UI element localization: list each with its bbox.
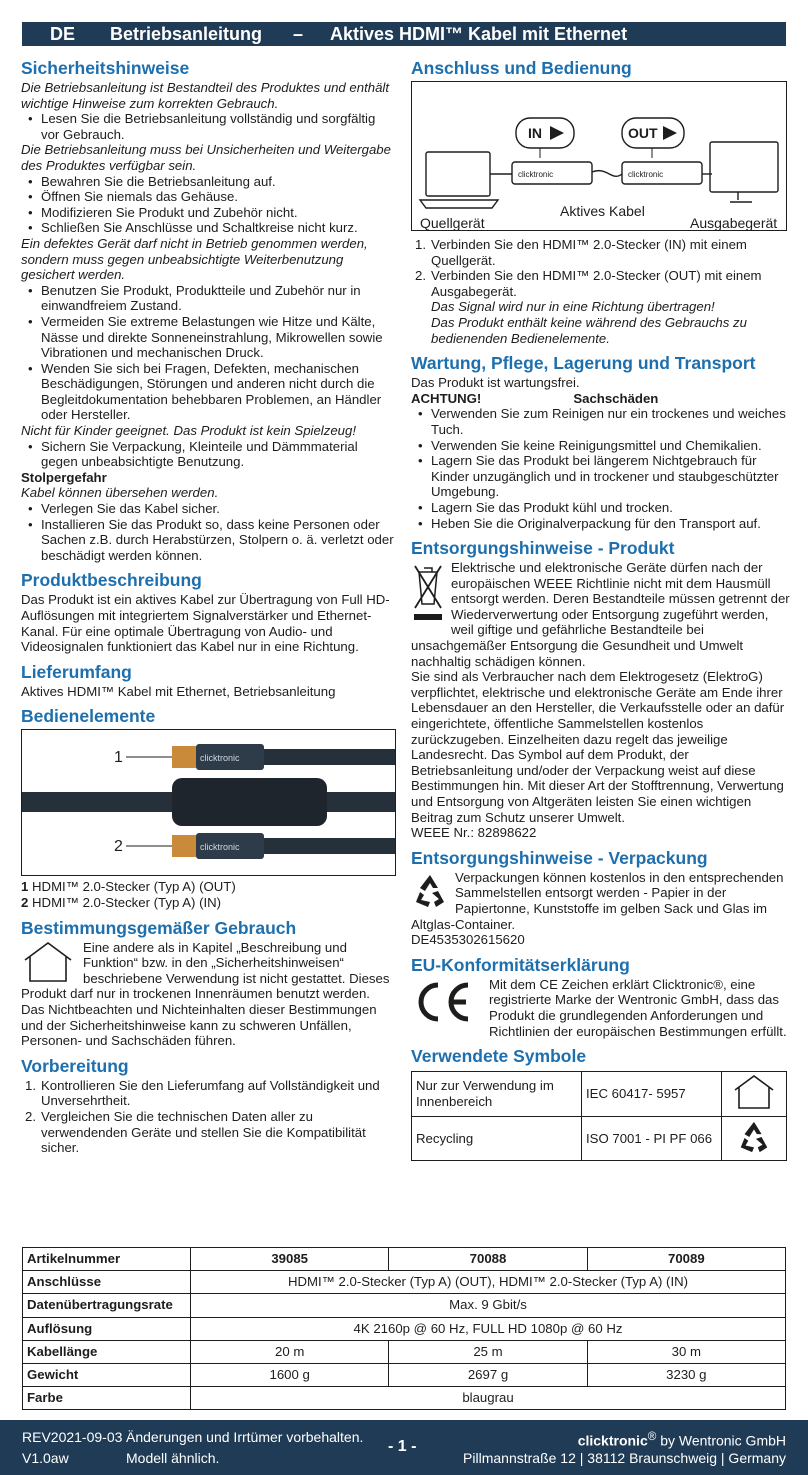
table-cell: ISO 7001 - PI PF 066: [582, 1116, 722, 1161]
prep-list: [21, 1078, 395, 1156]
left-column: [21, 58, 395, 1156]
list-item: • Verwenden Sie zum Reinigen nur ein trockenes und weiches Tuch.: [411, 406, 791, 437]
connect-heading: Anschluss und Bedienung: [411, 58, 632, 78]
safety-note-3: Ein defektes Gerät darf nicht in Betrieb genommen werden, sondern muss gegen unbeabsichtigte Weiterbenutzung gesichert werden.: [21, 235, 368, 283]
safety-list-2: [21, 174, 395, 236]
list-item: • Lagern Sie das Produkt kühl und trocken.: [411, 500, 791, 516]
right-column: [411, 58, 791, 1161]
table-cell: 30 m: [587, 1340, 785, 1363]
cable-connectors-image: [22, 730, 395, 875]
controls-item-1: 1 HDMI™ 2.0-Stecker (Typ A) (OUT): [21, 879, 236, 895]
table-row: [23, 1363, 786, 1386]
header-dash: –: [293, 24, 304, 44]
table-cell: 70088: [389, 1248, 587, 1271]
list-item: • Verwenden Sie keine Reinigungsmittel und Chemikalien.: [411, 438, 791, 454]
footer-note-1: Änderungen und Irrtümer vorbehalten.: [126, 1429, 364, 1445]
out-label: OUT: [628, 125, 658, 141]
trip-heading: Stolpergefahr: [21, 469, 107, 485]
weee-number: WEEE Nr.: 82898622: [411, 825, 537, 841]
safety-heading: Sicherheitshinweise: [21, 58, 190, 78]
table-cell: Nur zur Verwendung im Innenbereich: [412, 1072, 582, 1117]
diagram-brand-2: clicktronic: [628, 170, 664, 179]
packaging-text: Verpackungen können kostenlos in den entsprechenden Sammelstellen entsorgt werden - Papier in der Papiertonne, Kunststoffe im gelben Sack und Glas im Altglas-Container.: [411, 869, 784, 932]
page-number: - 1 -: [388, 1438, 417, 1455]
table-cell: [722, 1116, 787, 1161]
table-row: [23, 1248, 786, 1271]
disposal-heading: Entsorgungshinweise - Produkt: [411, 538, 675, 559]
header-lang: DE: [50, 24, 76, 44]
scope-text: Aktives HDMI™ Kabel mit Ethernet, Betriebsanleitung: [21, 683, 336, 699]
symbols-table: [411, 1071, 787, 1161]
table-cell: 70089: [587, 1248, 785, 1271]
table-row: [23, 1317, 786, 1340]
scope-heading: Lieferumfang: [21, 661, 132, 682]
list-item: • Verlegen Sie das Kabel sicher.: [21, 501, 395, 517]
disposal-text-2: Sie sind als Verbraucher nach dem Elektrogesetz (ElektroG) verpflichtet, elektrische und elektronische Geräte am Ende ihrer Lebensdauer an den Hersteller, die Verkaufsstelle oder an dafür eingerichtete, öffentliche Sammelstellen kostenlos zurückzugeben. Einzelheiten dazu regelt das jeweilige Landesrecht. Das Symbol auf dem Produkt, der Betriebsanleitung und/oder der Verpackung weist auf diese Bestimmungen hin. Mit dieser Art der Stofftrennung, Verwertung und Entsorgung von Altgeräten leisten Sie einen wichtigen Beitrag zum Schutz unserer Umwelt.: [411, 669, 785, 825]
table-row: [23, 1340, 786, 1363]
list-item: 1. Kontrollieren Sie den Lieferumfang auf Vollständigkeit und Unversehrtheit.: [25, 1077, 380, 1109]
table-cell: Datenübertragungsrate: [23, 1294, 191, 1317]
table-cell: Kabellänge: [23, 1340, 191, 1363]
list-item: • Wenden Sie sich bei Fragen, Defekten, mechanischen Beschädigungen, Störungen und anderen nicht durch die Begleitdokumentation behebbaren Problemen, an Händler oder Hersteller.: [21, 361, 395, 423]
list-item: • Bewahren Sie die Betriebsanleitung auf.: [21, 174, 395, 190]
source-label: Quellgerät: [420, 215, 485, 230]
footer-revision: REV2021-09-03: [22, 1429, 123, 1445]
table-cell: IEC 60417- 5957: [582, 1072, 722, 1117]
list-item: • Modifizieren Sie Produkt und Zubehör nicht.: [21, 205, 395, 221]
table-row: [23, 1294, 786, 1317]
list-item: • Benutzen Sie Produkt, Produktteile und Zubehör nur in einwandfreiem Zustand.: [21, 283, 395, 314]
table-cell: 4K 2160p @ 60 Hz, FULL HD 1080p @ 60 Hz: [191, 1317, 786, 1340]
product-desc-heading: Produktbeschreibung: [21, 570, 202, 591]
table-row: [412, 1116, 787, 1161]
table-cell: Artikelnummer: [23, 1248, 191, 1271]
footer-version: V1.0aw: [22, 1450, 69, 1466]
header-band: [22, 22, 786, 46]
footer-brand: clicktronic® by Wentronic GmbH: [577, 1430, 786, 1449]
table-cell: Max. 9 Gbit/s: [191, 1294, 786, 1317]
footer: [0, 1420, 808, 1475]
eu-heading: EU-Konformitätserklärung: [411, 954, 630, 975]
controls-heading: Bedienelemente: [21, 706, 156, 727]
table-cell: 25 m: [389, 1340, 587, 1363]
safety-list-1: [21, 111, 395, 142]
table-cell: 2697 g: [389, 1363, 587, 1386]
trip-list: [21, 501, 395, 563]
maint-warning: ACHTUNG! Sachschäden: [411, 390, 659, 406]
house-icon: [21, 940, 75, 984]
header-title: Betriebsanleitung: [110, 24, 263, 44]
table-cell: HDMI™ 2.0-Stecker (Typ A) (OUT), HDMI™ 2.0-Stecker (Typ A) (IN): [191, 1271, 786, 1294]
connection-diagram: [411, 81, 787, 231]
disposal-text-1: Elektrische und elektronische Geräte dürfen nach der europäischen WEEE Richtlinie nicht mit dem Hausmüll entsorgt werden. Deren Bestandteile müssen getrennt der Wiederverwertung oder Entsorgung zugeführt werden, weil giftige und gefährliche Bestandteile bei unsachgemäßer Entsorgung die Gesundheit und Umwelt nachhaltig schädigen können.: [411, 560, 790, 669]
list-item: 2. Vergleichen Sie die technischen Daten aller zu verwendenden Geräte und stellen Sie die Kompatibilität sicher.: [25, 1108, 366, 1156]
maint-list: [411, 406, 791, 531]
prep-heading: Vorbereitung: [21, 1055, 129, 1076]
table-cell: 39085: [191, 1248, 389, 1271]
safety-note-2: Die Betriebsanleitung muss bei Unsicherheiten und Weitergabe des Produktes verfügbar sein.: [21, 142, 391, 173]
packaging-heading: Entsorgungshinweise - Verpackung: [411, 847, 708, 868]
controls-figure: [21, 729, 396, 876]
brand-label-top: clicktronic: [200, 753, 240, 764]
house-icon: [732, 1074, 776, 1110]
table-cell: Auflösung: [23, 1317, 191, 1340]
safety-list-4: [21, 439, 395, 470]
symbols-heading: Verwendete Symbole: [411, 1046, 587, 1067]
footer-note-2: Modell ähnlich.: [126, 1450, 220, 1466]
output-label: Ausgabegerät: [690, 215, 778, 230]
trip-intro: Kabel können übersehen werden.: [21, 485, 219, 501]
list-item: • Lesen Sie die Betriebsanleitung vollständig und sorgfältig vor Gebrauch.: [21, 111, 395, 142]
list-item: • Schließen Sie Anschlüsse und Schaltkreise nicht kurz.: [21, 220, 395, 236]
connection-diagram-image: [412, 82, 786, 230]
table-cell: 20 m: [191, 1340, 389, 1363]
callout-1: 1: [114, 749, 123, 767]
weee-bin-icon: [411, 560, 445, 624]
cable-label: Aktives Kabel: [560, 203, 645, 219]
diagram-brand-1: clicktronic: [518, 170, 554, 179]
table-cell: 3230 g: [587, 1363, 785, 1386]
list-item: • Öffnen Sie niemals das Gehäuse.: [21, 189, 395, 205]
product-desc-text: Das Produkt ist ein aktives Kabel zur Übertragung von Full HD-Auflösungen mit integriertem Signalverstärker und Ethernet-Kanal. Für eine optimale Übertragung von Audio- und Videosignalen funktioniert das Kabel nur in eine Richtung.: [21, 592, 390, 655]
safety-intro: Die Betriebsanleitung ist Bestandteil des Produktes und enthält wichtige Hinweise zum korrekten Gebrauch.: [21, 80, 390, 111]
ce-mark-icon: [411, 979, 475, 1025]
maint-heading: Wartung, Pflege, Lagerung und Transport: [411, 353, 756, 374]
recycling-icon: [736, 1119, 772, 1155]
footer-address: Pillmannstraße 12 | 38112 Braunschweig | Germany: [463, 1450, 786, 1466]
in-label: IN: [528, 125, 542, 141]
table-cell: 1600 g: [191, 1363, 389, 1386]
intended-heading: Bestimmungsgemäßer Gebrauch: [21, 917, 297, 938]
table-cell: [722, 1072, 787, 1117]
list-item: • Heben Sie die Originalverpackung für den Transport auf.: [411, 516, 791, 532]
list-item: • Installieren Sie das Produkt so, dass keine Personen oder Sachen z.B. durch Herabstürzen, Stolpern o. ä. verletzt oder beschädigt werden können.: [21, 517, 395, 564]
intended-text: Eine andere als in Kapitel „Beschreibung und Funktion“ bzw. in den „Sicherheitshinweisen“ beschriebene Verwendung ist nicht gestattet. Dieses Produkt darf nur in trockenen Innenräumen benutzt werden. Das Nichtbeachten und Nichteinhalten dieser Bestimmungen und der Sicherheitshinweise kann zu schweren Unfällen, Personen- und Sachschäden führen.: [21, 939, 390, 1049]
specifications-table: [22, 1247, 786, 1410]
recycling-icon: [411, 872, 449, 910]
connect-list: [411, 237, 791, 346]
header-product: Aktives HDMI™ Kabel mit Ethernet: [330, 24, 628, 44]
callout-2: 2: [114, 838, 123, 856]
table-row: [412, 1072, 787, 1117]
safety-list-3: [21, 283, 395, 423]
list-item: 1. Verbinden Sie den HDMI™ 2.0-Stecker (IN) mit einem Quellgerät.: [415, 237, 747, 268]
table-cell: Recycling: [412, 1116, 582, 1161]
maint-text: Das Produkt ist wartungsfrei.: [411, 375, 580, 391]
table-row: [23, 1387, 786, 1410]
list-item: • Sichern Sie Verpackung, Kleinteile und Dämmmaterial gegen unbeabsichtigte Benutzung.: [21, 439, 395, 470]
brand-label-bottom: clicktronic: [200, 842, 240, 853]
table-cell: Gewicht: [23, 1363, 191, 1386]
table-cell: Anschlüsse: [23, 1271, 191, 1294]
controls-item-2: 2 HDMI™ 2.0-Stecker (Typ A) (IN): [21, 894, 222, 910]
eu-text: Mit dem CE Zeichen erklärt Clicktronic®, eine registrierte Marke der Wentronic GmbH, dass das Produkt die grundlegenden Anforderungen und Richtlinien der europäischen Bestimmungen erfüllt.: [489, 976, 787, 1039]
table-row: [23, 1271, 786, 1294]
list-item: 2. Verbinden Sie den HDMI™ 2.0-Stecker (OUT) mit einem Ausgabegerät. Das Signal wird nur in eine Richtung übertragen! Das Produkt enthält keine während des Gebrauchs zu bedienenden Bedienelemente.: [415, 268, 762, 346]
safety-note-4: Nicht für Kinder geeignet. Das Produkt ist kein Spielzeug!: [21, 423, 356, 439]
list-item: • Vermeiden Sie extreme Belastungen wie Hitze und Kälte, Nässe und direkte Sonneneinstrahlung, Mikrowellen sowie Vibrationen und mechanischen Druck.: [21, 314, 395, 361]
table-cell: blaugrau: [191, 1387, 786, 1410]
list-item: • Lagern Sie das Produkt bei längerem Nichtgebrauch für Kinder unzugänglich und in trockener und staubgeschützter Umgebung.: [411, 453, 791, 500]
packaging-code: DE4535302615620: [411, 932, 525, 948]
table-cell: Farbe: [23, 1387, 191, 1410]
